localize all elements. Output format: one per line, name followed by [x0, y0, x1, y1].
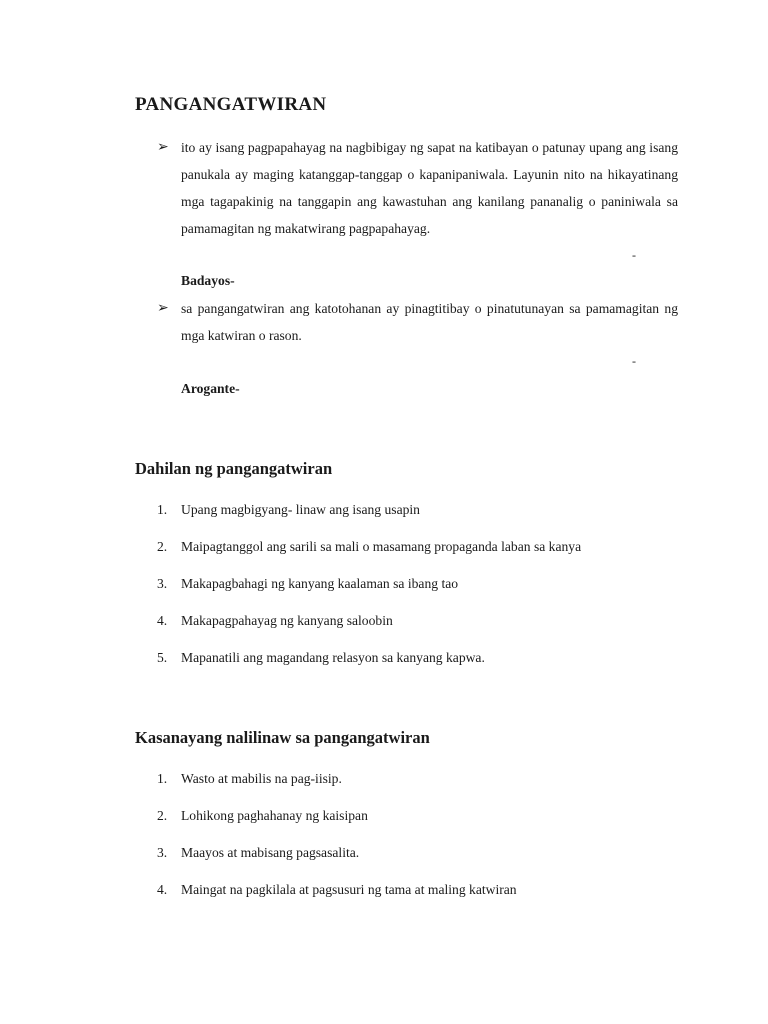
list-number: 1. — [157, 502, 168, 517]
list-item — [157, 649, 697, 686]
list-item — [157, 807, 697, 844]
definition-bullet-1 — [157, 134, 678, 242]
list-item-text: Mapanatili ang magandang relasyon sa kanyang kapwa. — [181, 650, 485, 665]
list-item — [157, 501, 697, 538]
skills-list — [157, 770, 697, 918]
list-number: 5. — [157, 650, 168, 665]
list-item-text: Maipagtanggol ang sarili sa mali o masamang propaganda laban sa kanya — [181, 539, 582, 554]
author-label-1: Badayos- — [181, 273, 235, 288]
list-number: 2. — [157, 808, 168, 823]
section-heading-dahilan: Dahilan ng pangangatwiran — [135, 459, 333, 478]
document-title: PANGANGATWIRAN — [135, 94, 327, 115]
list-item-text: Maayos at mabisang pagsasalita. — [181, 845, 360, 860]
definition-text-2: sa pangangatwiran ang katotohanan ay pinagtitibay o pinatutunayan sa pamamagitan ng mga katwiran o rason. — [181, 301, 678, 343]
list-number: 1. — [157, 771, 168, 786]
definition-text-1: ito ay isang pagpapahayag na nagbibigay ng sapat na katibayan o patunay upang ang isang panukala ay maging katanggap-tanggap o kapanipaniwala. Layunin nito na hikayatinang mga tagapakinig na tanggapin ang kawastuhan ang kanilang pananalig o paniniwala sa pamamagitan ng makatwirang pagpapahayag. — [181, 140, 678, 236]
list-item-text: Makapagbahagi ng kanyang kaalaman sa ibang tao — [181, 576, 459, 591]
list-item — [157, 538, 697, 575]
list-number: 3. — [157, 576, 168, 591]
list-number: 4. — [157, 882, 168, 897]
list-number: 3. — [157, 845, 168, 860]
list-item-text: Wasto at mabilis na pag-iisip. — [181, 771, 342, 786]
dash-mark-1: - — [632, 248, 636, 262]
arrow-bullet-icon: ➢ — [157, 301, 169, 316]
list-item-text: Upang magbigyang- linaw ang isang usapin — [181, 502, 420, 517]
definition-bullet-2 — [157, 295, 678, 349]
list-item — [157, 770, 697, 807]
author-label-2: Arogante- — [181, 381, 240, 396]
list-number: 2. — [157, 539, 168, 554]
reasons-list — [157, 501, 697, 686]
list-item — [157, 881, 697, 918]
list-item-text: Maingat na pagkilala at pagsusuri ng tama at maling katwiran — [181, 882, 517, 897]
dash-mark-2: - — [632, 354, 636, 368]
list-item — [157, 575, 697, 612]
arrow-bullet-icon: ➢ — [157, 140, 169, 155]
list-item-text: Makapagpahayag ng kanyang saloobin — [181, 613, 393, 628]
list-item — [157, 612, 697, 649]
list-item — [157, 844, 697, 881]
list-item-text: Lohikong paghahanay ng kaisipan — [181, 808, 368, 823]
list-number: 4. — [157, 613, 168, 628]
section-heading-kasanayan: Kasanayang nalilinaw sa pangangatwiran — [135, 728, 430, 747]
